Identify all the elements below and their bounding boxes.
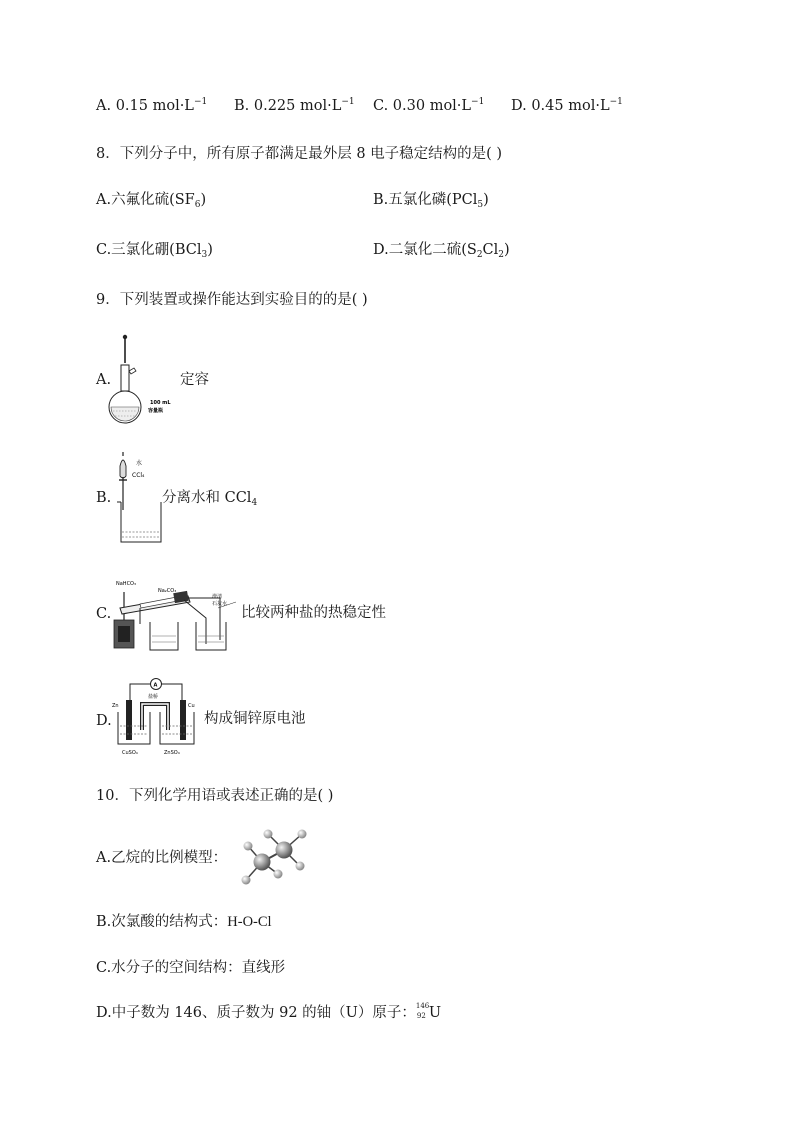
na2co3-label: Na₂CO₃: [158, 588, 177, 594]
cuso4-label: CuSO₄: [122, 750, 138, 756]
salt-bridge-label: 盐桥: [148, 694, 159, 700]
thermal-stability-diagram: [110, 578, 238, 654]
flask-label-name: 容量瓶: [148, 408, 164, 414]
galvanic-cell-diagram: [108, 676, 202, 758]
copper-label: Cu: [188, 703, 195, 709]
zinc-label: Zn: [112, 703, 119, 709]
flask-label-volume: 100 mL: [150, 400, 171, 406]
q7-option-d: D. 0.45 $mol\cdot L^{-1}$: [511, 97, 623, 114]
q9-option-c-letter: C.: [96, 606, 112, 622]
q8-option-c: C.三氯化硼(BCl$_3$): [96, 242, 213, 260]
q10-stem: 10．下列化学用语或表述正确的是( ): [96, 788, 334, 804]
znso4-label: ZnSO₄: [164, 750, 180, 756]
limewater-label-2: 石灰水: [212, 601, 228, 607]
q7-option-b: B. 0.225 $mol\cdot L^{-1}$: [234, 97, 355, 114]
volumetric-flask-diagram: [104, 333, 174, 425]
q9-option-b-letter: B.: [96, 490, 112, 506]
q10-option-b: B.次氯酸的结构式：H-O-Cl: [96, 914, 272, 930]
water-label: 水: [136, 460, 143, 467]
q9-option-b-caption: 分离水和 CCl$_4$: [162, 490, 258, 508]
q8-option-d: D.二氯化二硫$(S_2Cl_2)$: [373, 242, 510, 260]
q8-option-a: A.六氟化硫$(SF_6)$: [96, 192, 207, 210]
q9-option-a-caption: 定容: [180, 372, 209, 388]
ammeter-label: A: [153, 682, 158, 689]
q9-option-c-caption: 比较两种盐的热稳定性: [241, 605, 386, 621]
ethane-model-diagram: [238, 826, 310, 888]
nahco3-label: NaHCO₃: [116, 581, 136, 587]
q9-option-d-letter: D.: [96, 713, 112, 729]
q10-option-a: A.乙烷的比例模型：: [96, 850, 228, 866]
q8-option-b: B.五氯化磷(PCl$_5$): [373, 192, 489, 210]
q9-option-a-letter: A.: [96, 372, 112, 388]
q7-option-a: A. 0.15 $mol\cdot L^{-1}$: [96, 97, 208, 114]
q10-option-d: D.中子数为 146、质子数为 92 的铀（U）原子： 146 92 U: [96, 1002, 442, 1021]
q8-stem: 8．下列分子中，所有原子都满足最外层 8 电子稳定结构的是( ): [96, 146, 503, 162]
limewater-label-1: 澄清: [212, 594, 223, 600]
q9-option-d-caption: 构成铜锌原电池: [204, 711, 306, 727]
q9-stem: 9．下列装置或操作能达到实验目的的是( ): [96, 292, 368, 308]
ccl4-label: CCl₄: [132, 472, 145, 479]
q7-option-c: C. 0.30 $mol\cdot L^{-1}$: [373, 97, 485, 114]
q10-option-c: C.水分子的空间结构：直线形: [96, 960, 286, 976]
uranium-nuclide-notation: 146 92: [415, 1002, 430, 1020]
